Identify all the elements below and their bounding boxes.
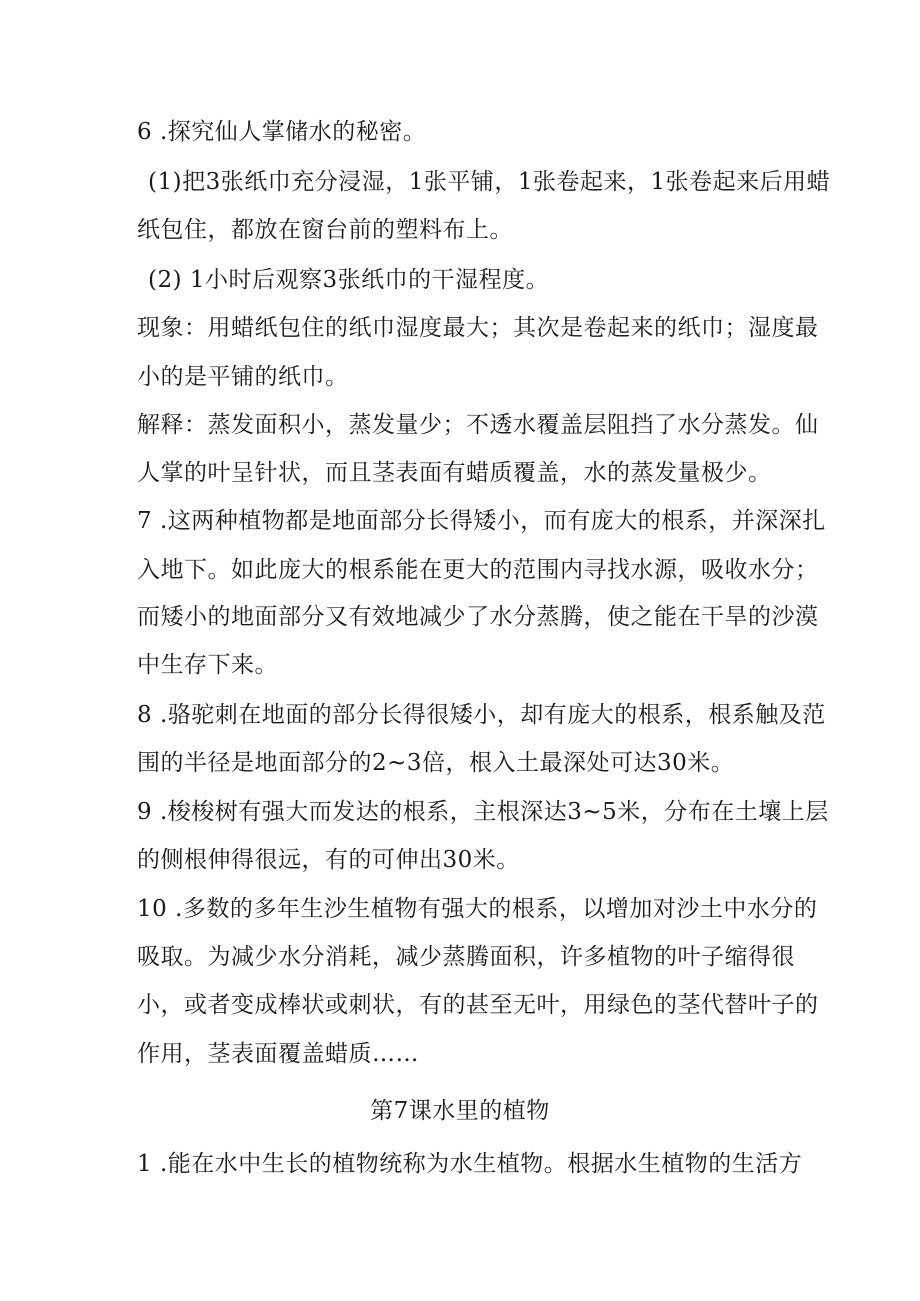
text-line: 而矮小的地面部分又有效地减少了水分蒸腾，使之能在干旱的沙漠 [137, 604, 819, 630]
text-line-step-2: (2) 1小时后观察3张纸巾的干湿程度。 [148, 267, 550, 293]
section-heading: 第7课水里的植物 [370, 1098, 550, 1124]
text-line-explanation: 解释：蒸发面积小，蒸发量少；不透水覆盖层阻挡了水分蒸发。仙 [137, 412, 819, 438]
text-line-phenomenon: 现象：用蜡纸包住的纸巾湿度最大；其次是卷起来的纸巾；湿度最 [137, 315, 819, 341]
text-line: 中生存下来。 [137, 652, 278, 678]
text-line: 作用，茎表面覆盖蜡质…… [137, 1041, 419, 1067]
text-line-item-1: 1 .能在水中生长的植物统称为水生植物。根据水生植物的生活方 [137, 1151, 803, 1177]
text-line: 小的是平铺的纸巾。 [137, 364, 349, 390]
text-line: 吸取。为减少水分消耗，减少蒸腾面积，许多植物的叶子缩得很 [137, 944, 795, 970]
text-line: 围的半径是地面部分的2~3倍，根入土最深处可达30米。 [137, 750, 735, 776]
text-line: 入地下。如此庞大的根系能在更大的范围内寻找水源，吸收水分； [137, 557, 819, 583]
text-line-item-10: 10 .多数的多年生沙生植物有强大的根系，以增加对沙土中水分的 [137, 896, 818, 922]
text-line: 小，或者变成棒状或刺状，有的甚至无叶，用绿色的茎代替叶子的 [137, 992, 819, 1018]
text-line: 的侧根伸得很远，有的可伸出30米。 [137, 847, 520, 873]
text-line-step-1: (1)把3张纸巾充分浸湿，1张平铺，1张卷起来，1张卷起来后用蜡 [148, 169, 831, 195]
text-line-item-8: 8 .骆驼刺在地面的部分长得很矮小，却有庞大的根系，根系触及范 [137, 702, 826, 728]
text-line-item-9: 9 .梭梭树有强大而发达的根系，主根深达3~5米，分布在土壤上层 [137, 799, 829, 825]
text-line: 纸包住，都放在窗台前的塑料布上。 [137, 217, 513, 243]
text-line: 人掌的叶呈针状，而且茎表面有蜡质覆盖，水的蒸发量极少。 [137, 460, 772, 486]
text-line-item-7: 7 .这两种植物都是地面部分长得矮小，而有庞大的根系，并深深扎 [137, 508, 826, 534]
text-line-item-6: 6 .探究仙人掌储水的秘密。 [137, 119, 427, 145]
